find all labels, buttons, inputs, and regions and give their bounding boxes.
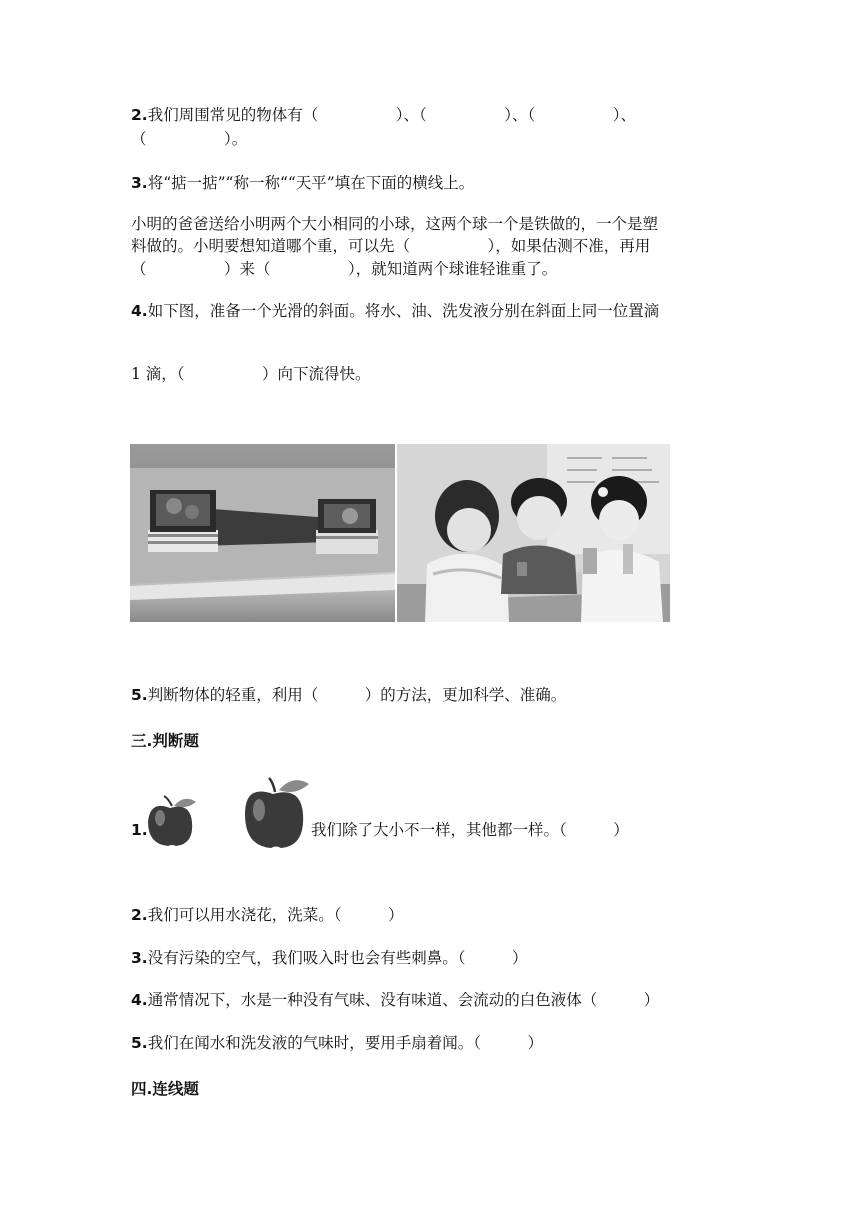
question-number: 4. — [131, 302, 148, 320]
question-number: 4. — [131, 991, 148, 1009]
question-3-para-1: 小明的爸爸送给小明两个大小相同的小球，这两个球一个是铁做的，一个是塑 — [131, 215, 659, 233]
judge-item-5 — [131, 1032, 543, 1054]
section-4-heading: 四.连线题 — [131, 1080, 199, 1098]
question-3-para-2: 料做的。小明要想知道哪个重，可以先（ ），如果估测不准，再用 — [131, 237, 651, 255]
question-text: 我们可以用水浇花，洗菜。（ ） — [147, 906, 404, 924]
question-text: 将“掂一掂”“称一称““天平”填在下面的横线上。 — [147, 174, 475, 192]
question-number: 2. — [131, 906, 148, 924]
question-text: 通常情况下，水是一种没有气味、没有味道、会流动的白色液体（ ） — [147, 991, 660, 1009]
question-4-line-1 — [131, 300, 659, 322]
children-experiment-photo — [397, 444, 670, 622]
question-text: 如下图，准备一个光滑的斜面。将水、油、洗发液分别在斜面上同一位置滴 — [147, 302, 660, 320]
large-apple-icon — [243, 774, 311, 850]
judge-item-3 — [131, 947, 527, 969]
question-number: 5. — [131, 686, 148, 704]
question-text: 没有污染的空气，我们吸入时也会有些刺鼻。（ ） — [147, 949, 528, 967]
question-text: 我们周围常见的物体有（ ）、（ ）、（ ）、 — [147, 106, 636, 124]
question-number: 3. — [131, 174, 148, 192]
question-text: 我们在闻水和洗发液的气味时，要用手扇着闻。（ ） — [147, 1034, 543, 1052]
question-3-para-3: （ ）来（ ），就知道两个球谁轻谁重了。 — [131, 260, 558, 278]
judge-item-4 — [131, 989, 659, 1011]
judge-item-1-text: 我们除了大小不一样，其他都一样。（ ） — [311, 821, 629, 839]
question-text: 判断物体的轻重，利用（ ）的方法，更加科学、准确。 — [147, 686, 567, 704]
question-2-line-2: （ ）。 — [131, 130, 248, 148]
section-3-heading: 三.判断题 — [131, 732, 199, 750]
question-number: 2. — [131, 106, 148, 124]
slope-photo — [130, 444, 395, 622]
question-3-title — [131, 172, 474, 194]
question-5 — [131, 684, 566, 706]
question-2-line-1 — [131, 104, 636, 126]
small-apple-icon — [146, 794, 198, 848]
judge-item-2 — [131, 904, 403, 926]
question-number: 5. — [131, 1034, 148, 1052]
question-number: 1. — [131, 821, 148, 839]
question-number: 3. — [131, 949, 148, 967]
question-4-line-2: 1 滴，（ ）向下流得快。 — [131, 365, 371, 383]
